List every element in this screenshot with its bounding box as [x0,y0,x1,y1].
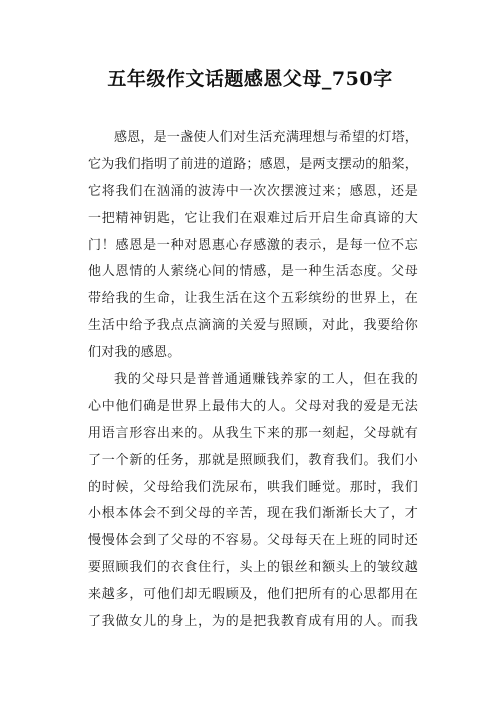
paragraph-line: 我的父母只是普普通通赚钱养家的工人，但在我的 [114,372,418,388]
paragraph-line: 的时候，父母给我们洗尿布，哄我们睡觉。那时，我们 [88,479,418,495]
paragraph-line: 慢慢体会到了父母的不容易。父母每天在上班的同时还 [88,533,418,549]
paragraph-line: 门！感恩是一种对恩惠心存感激的表示，是每一位不忘 [88,237,418,253]
paragraph-line: 小根本体会不到父母的辛苦，现在我们渐渐长大了，才 [88,506,418,522]
paragraph-line: 了我做女儿的身上，为的是把我教育成有用的人。而我 [88,614,418,630]
paragraph-line: 一把精神钥匙，它让我们在艰难过后开启生命真谛的大 [88,210,418,226]
paragraph-line: 它为我们指明了前进的道路；感恩，是两支摆动的船桨， [88,156,418,172]
paragraph-line: 了一个新的任务，那就是照顾我们，教育我们。我们小 [88,452,418,468]
paragraph-line: 生活中给予我点点滴滴的关爱与照顾，对此，我要给你 [88,318,418,334]
paragraph-line: 心中他们确是世界上最伟大的人。父母对我的爱是无法 [88,398,418,414]
paragraph-line: 用语言形容出来的。从我生下来的那一刻起，父母就有 [88,425,418,441]
paragraph-line: 来越多，可他们却无暇顾及，他们把所有的心思都用在 [88,587,418,603]
paragraph-line: 们对我的感恩。 [88,345,181,361]
paragraph-line: 他人恩情的人萦绕心间的情感，是一种生活态度。父母 [88,264,418,280]
paragraph-line: 它将我们在汹涌的波涛中一次次摆渡过来；感恩，还是 [88,183,418,199]
paragraph-line: 带给我的生命，让我生活在这个五彩缤纷的世界上，在 [88,291,418,307]
paragraph-line: 感恩，是一盏使人们对生活充满理想与希望的灯塔， [114,130,418,145]
document-title: 五年级作文话题感恩父母_750字 [107,68,393,90]
document-body [88,125,418,636]
paragraph-line: 要照顾我们的衣食住行，头上的银丝和额头上的皱纹越 [88,560,418,576]
